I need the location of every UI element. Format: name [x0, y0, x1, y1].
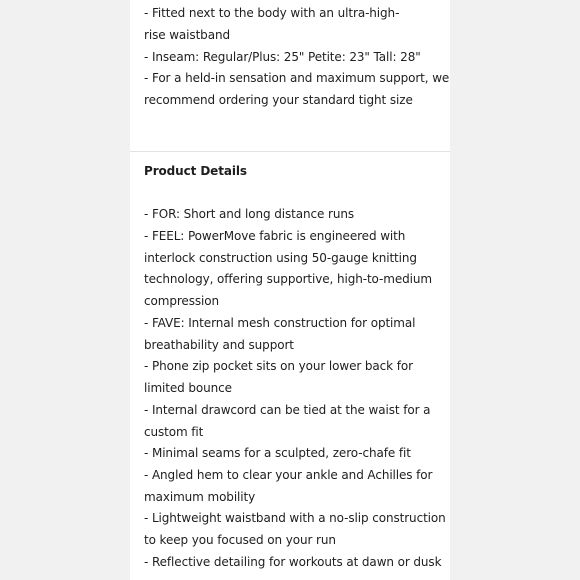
product-details-title: Product Details — [144, 164, 247, 178]
detail-line: interlock construction using 50-gauge knitting — [144, 251, 417, 265]
detail-line: - Reflective detailing for workouts at dawn or dusk — [144, 555, 442, 569]
fit-details-section — [130, 0, 450, 151]
detail-line: maximum mobility — [144, 490, 256, 504]
description-line: - Inseam: Regular/Plus: 25" Petite: 23" Tall: 28" — [144, 50, 421, 64]
detail-line: - Internal drawcord can be tied at the waist for a — [144, 403, 431, 417]
description-line: - Fitted next to the body with an ultra-high- — [144, 6, 400, 20]
detail-line: - FEEL: PowerMove fabric is engineered with — [144, 229, 406, 243]
detail-line: breathability and support — [144, 338, 294, 352]
detail-line: technology, offering supportive, high-to-medium — [144, 272, 432, 286]
detail-line: - Minimal seams for a sculpted, zero-chafe fit — [144, 446, 411, 460]
detail-line: - FAVE: Internal mesh construction for optimal — [144, 316, 416, 330]
detail-line: to keep you focused on your run — [144, 533, 336, 547]
description-line: recommend ordering your standard tight size — [144, 93, 413, 107]
detail-line: - FOR: Short and long distance runs — [144, 207, 354, 221]
detail-line: - Lightweight waistband with a no-slip construction — [144, 511, 446, 525]
detail-line: - Phone zip pocket sits on your lower back for — [144, 359, 413, 373]
description-line: - For a held-in sensation and maximum support, we — [144, 71, 450, 85]
detail-line: - Angled hem to clear your ankle and Achilles for — [144, 468, 433, 482]
detail-line: custom fit — [144, 425, 204, 439]
detail-line: compression — [144, 294, 219, 308]
product-description-panel — [130, 0, 450, 580]
description-line: rise waistband — [144, 28, 230, 42]
section-divider — [130, 151, 450, 152]
detail-line: limited bounce — [144, 381, 232, 395]
